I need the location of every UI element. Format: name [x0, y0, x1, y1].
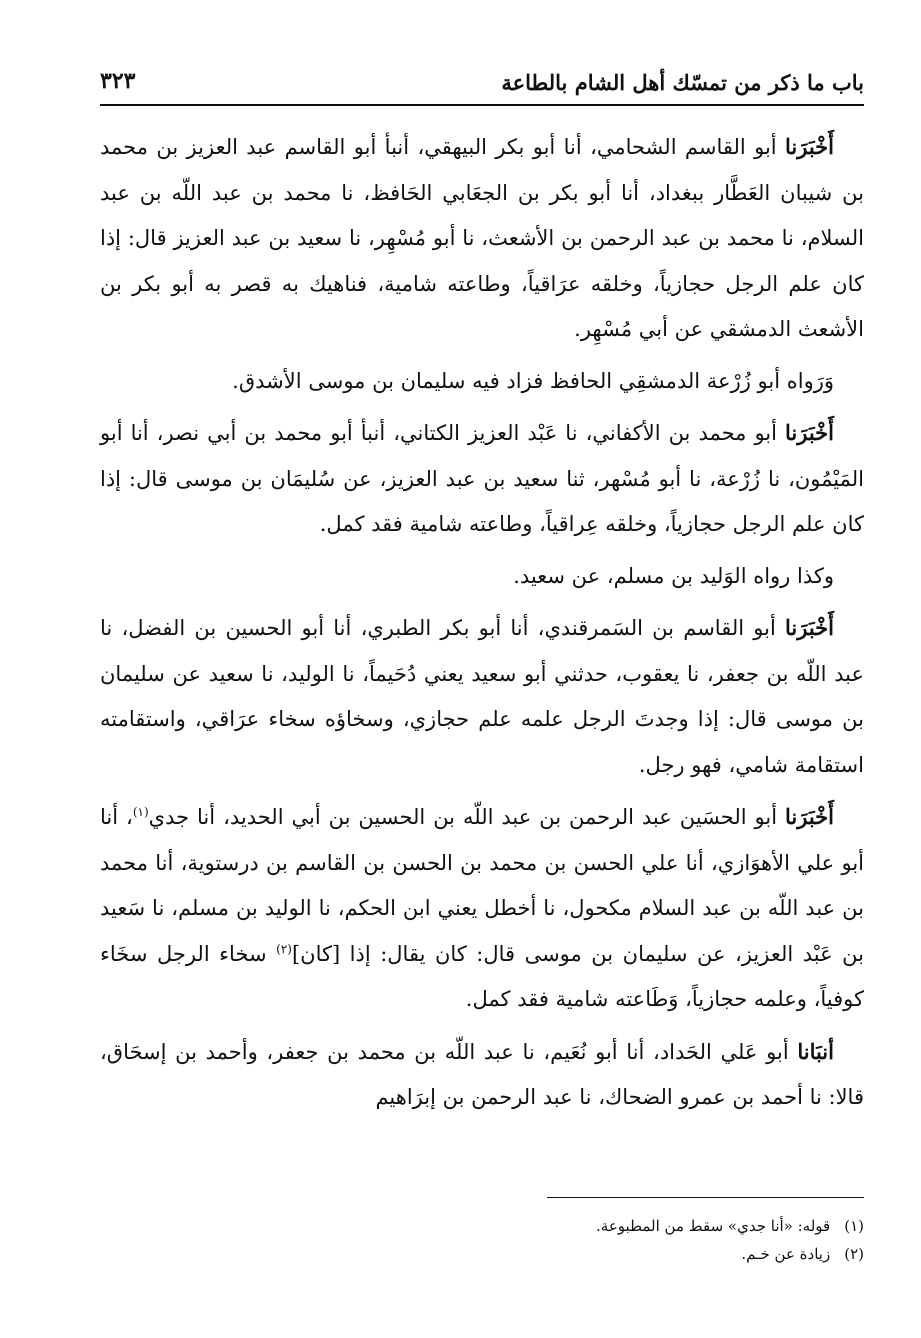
- paragraph-text: ، أنا أبو علي الأهوَازي، أنا علي الحسن بن محمد بن الحسن بن القاسم بن درستوية، أنا محمد بن عبد اللّه بن عبد السلام مكحول، نا أخطل يعني ابن الحكم، نا الوليد بن مسلم، نا سَعيد بن عَبْد العزيز، عن سليمان بن موسى قال: كان يقال: إذا [كان]: [100, 805, 864, 966]
- paragraph: [100, 605, 864, 788]
- paragraph: [100, 124, 864, 353]
- paragraph-lead-word: أَخْبَرَنا: [785, 134, 834, 159]
- paragraph-text: أبو القاسم الشحامي، أنا أبو بكر البيهقي، أنبأ أبو القاسم عبد العزيز بن محمد بن شيبان العَطَّار ببغداد، أنا أبو بكر بن الجعَابي الحَافظ، نا محمد بن عبد اللّه بن عبد السلام، نا محمد بن عبد الرحمن بن الأشعث، نا أبو مُسْهِر، نا سعيد بن عبد العزيز قال: إذا كان علم الرجل حجازياً، وخلقه عرَاقياً، وطاعته شامية، فناهيك به قصر به أبو بكر بن الأشعث الدمشقي عن أبي مُسْهِر.: [100, 135, 864, 341]
- footnote: [400, 1212, 864, 1240]
- running-header: [100, 66, 864, 106]
- paragraph-lead-word: أَخْبَرَنا: [785, 804, 834, 829]
- body-text: [100, 124, 864, 1127]
- footnote-number: (٢): [844, 1245, 864, 1263]
- paragraph-text: أبو محمد بن الأكفاني، نا عَبْد العزيز الكتاني، أنبأ أبو محمد بن أبي نصر، أنا أبو المَيْمُون، نا زُرْعة، نا أبو مُسْهر، ثنا سعيد بن عبد العزيز، عن سُليمَان بن موسى قال: إذا كان علم الرجل حجازياً، وخلقه عِراقياً، وطاعته شامية فقد كمل.: [100, 421, 864, 536]
- paragraph: [100, 554, 864, 600]
- paragraph-lead-word: أَخْبَرَنا: [785, 420, 834, 445]
- paragraph-text: سخاء الرجل سخَاء كوفياً، وعلمه حجازياً، وَطَاعته شامية فقد كمل.: [100, 941, 864, 1011]
- paragraph-text: أبو القاسم بن السَمرقندي، أنا أبو بكر الطبري، أنا أبو الحسين بن الفضل، نا عبد اللّه بن جعفر، نا يعقوب، حدثني أبو سعيد يعني دُحَيماً، نا الوليد، نا سعيد عن سليمان بن موسى قال: إذا وجدتَ الرجل علمه علم حجازي، وسخاؤه سخاء عرَاقي، واستقامته استقامة شامي، فهو رجل.: [100, 616, 864, 777]
- footnote-marker[interactable]: (١): [132, 805, 149, 819]
- paragraph-lead-word: أَخْبَرَنا: [785, 615, 834, 640]
- paragraph-text: أبو الحسَين عبد الرحمن بن عبد اللّه بن الحسين بن أبي الحديد، أنا جدي: [148, 805, 786, 829]
- paragraph: [100, 1029, 864, 1121]
- paragraph: [100, 410, 864, 548]
- paragraph-text: أبو عَلي الحَداد، أنا أبو نُعَيم، نا عبد اللّه بن محمد بن جعفر، وأحمد بن إسحَاق، قالا: نا أحمد بن عمرو الضحاك، نا عبد الرحمن بن إبرَاهيم: [100, 1039, 864, 1109]
- paragraph-text: وَرَواه أبو زُرْعة الدمشقِي الحافظ فزاد فيه سليمان بن موسى الأشدق.: [232, 368, 834, 393]
- footnote: [400, 1240, 864, 1268]
- footnotes: [400, 1212, 864, 1268]
- paragraph-lead-word: أنبَانا: [797, 1038, 834, 1064]
- footnote-text: قوله: «أنا جدي» سقط من المطبوعة.: [596, 1217, 831, 1235]
- footnote-number: (١): [844, 1217, 864, 1235]
- footnote-text: زيادة عن خـم.: [741, 1245, 831, 1263]
- chapter-title: باب ما ذكر من تمسّك أهل الشام بالطاعة: [501, 70, 864, 95]
- footnote-divider: [547, 1197, 864, 1198]
- page-number: ٣٢٣: [100, 68, 136, 94]
- paragraph: [100, 794, 864, 1023]
- paragraph-text: وكذا رواه الوَليد بن مسلم، عن سعيد.: [513, 563, 834, 588]
- footnote-marker[interactable]: (٢): [276, 941, 292, 956]
- paragraph: [100, 359, 864, 405]
